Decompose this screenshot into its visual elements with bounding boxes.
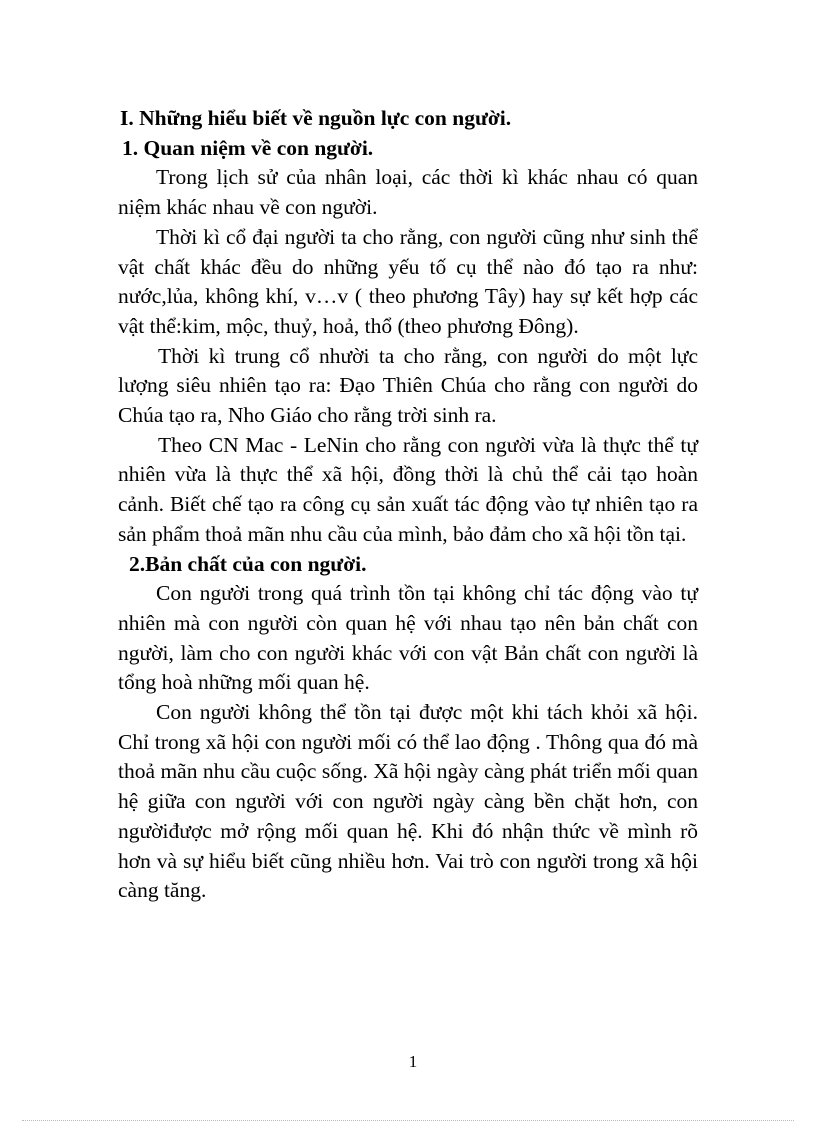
paragraph: Thời kì trung cổ nhười ta cho rằng, con người do một lực lượng siêu nhiên tạo ra: Đạo Thiên Chúa cho rằng con người do Chúa tạo ra, Nho Giáo cho rằng trời sinh ra.	[118, 343, 698, 428]
page-number: 1	[408, 1052, 418, 1071]
paragraph: Con người không thể tồn tại được một khi tách khỏi xã hội. Chỉ trong xã hội con người mối có thể lao động . Thông qua đó mà thoả mãn nhu cầu cuộc sống. Xã hội ngày càng phát triển mối quan hệ giữa con người với con người ngày càng bền chặt hơn, con ngườiđược mở rộng mối quan hệ. Khi đó nhận thức về mình rõ hơn và sự hiểu biết cũng nhiều hơn. Vai trò con người trong xã hội càng tăng.	[118, 700, 698, 903]
section-heading: I. Những hiểu biết về nguồn lực con người.	[120, 106, 512, 130]
paragraph: Con người trong quá trình tồn tại không chỉ tác động vào tự nhiên mà con người còn quan hệ với nhau tạo nên bản chất con người, làm cho con người khác với con vật Bản chất con người là tổng hoà những mối quan hệ.	[118, 581, 698, 695]
paragraph: Thời kì cổ đại người ta cho rằng, con người cũng như sinh thể vật chất khác đều do những yếu tố cụ thể nào đó tạo ra như: nước,lủa, không khí, v…v ( theo phương Tây) hay sự kết hợp các vật thể:kim, mộc, thuỷ, hoả, thổ (theo phương Đông).	[118, 224, 698, 338]
subsection-1-heading: 1. Quan niệm về con người.	[122, 135, 374, 160]
subsection-2-heading: 2.Bản chất của con người.	[129, 551, 367, 576]
paragraph: Trong lịch sử của nhân loại, các thời kì khác nhau có quan niệm khác nhau về con người.	[118, 165, 698, 220]
page-bottom-divider	[22, 1120, 794, 1121]
paragraph: Theo CN Mac - LeNin cho rằng con người vừa là thực thể tự nhiên vừa là thực thể xã hội, đồng thời là chủ thể cải tạo hoàn cảnh. Biết chế tạo ra công cụ sản xuất tác động vào tự nhiên tạo ra sản phẩm thoả mãn nhu cầu của mình, bảo đảm cho xã hội tồn tại.	[118, 432, 698, 546]
document-body	[118, 104, 698, 906]
